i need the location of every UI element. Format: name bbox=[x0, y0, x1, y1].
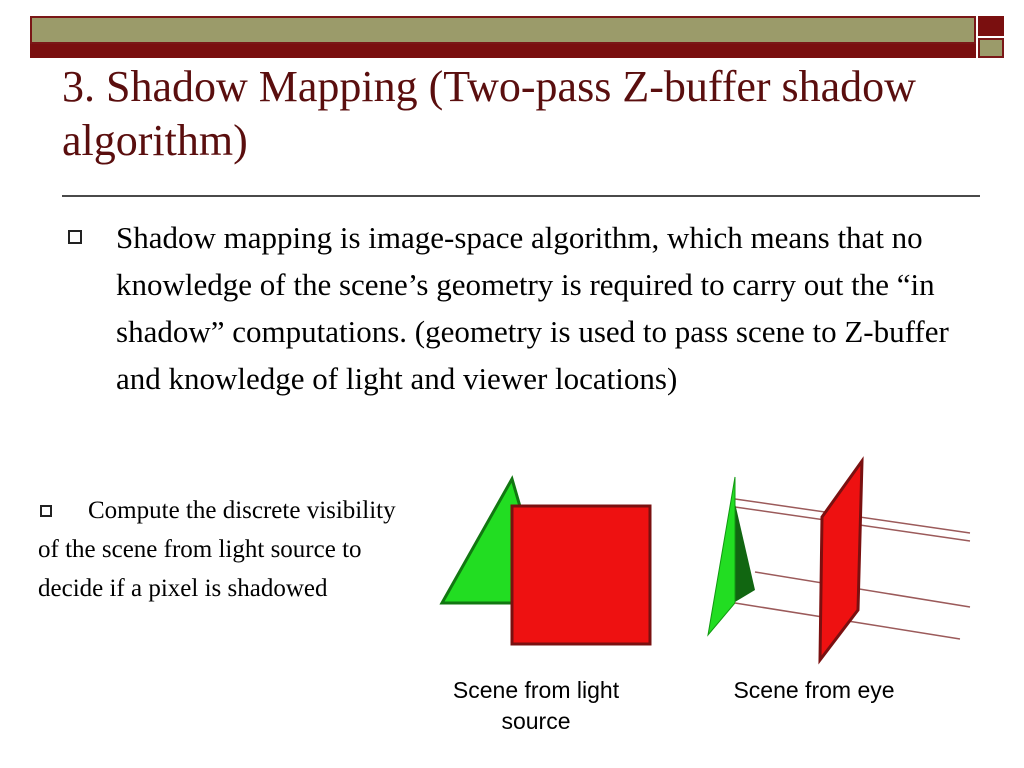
red-square bbox=[512, 506, 650, 644]
caption-eye: Scene from eye bbox=[733, 677, 895, 703]
side-bullet-text: Compute the discrete visibility of the scene from light source to decide if a pixel is shadowed bbox=[38, 497, 396, 602]
corner-square-bottom bbox=[978, 38, 1004, 58]
title-divider bbox=[62, 195, 980, 197]
corner-square-top bbox=[978, 16, 1004, 36]
ray-line bbox=[755, 572, 970, 607]
shadow-mapping-figure bbox=[430, 455, 990, 670]
green-triangle-side bbox=[708, 477, 735, 635]
hollow-square-bullet-icon bbox=[68, 230, 82, 244]
light-view-illustration bbox=[442, 479, 650, 644]
red-plane-side bbox=[820, 461, 862, 660]
main-bullet-text: Shadow mapping is image-space algorithm, which means that no knowledge of the scene’s geometry is required to carry out the “in shadow” computations. (geometry is used to pass scene to Z-buffer and knowledge of light and viewer locations) bbox=[116, 220, 949, 396]
caption-light-source: Scene from light source bbox=[452, 677, 620, 734]
green-triangle-dark-face bbox=[735, 503, 755, 602]
slide-title: 3. Shadow Mapping (Two-pass Z-buffer shadow algorithm) bbox=[62, 62, 916, 165]
top-decoration-line bbox=[30, 44, 976, 58]
eye-view-illustration bbox=[708, 461, 970, 660]
top-decoration-bar bbox=[30, 16, 976, 44]
